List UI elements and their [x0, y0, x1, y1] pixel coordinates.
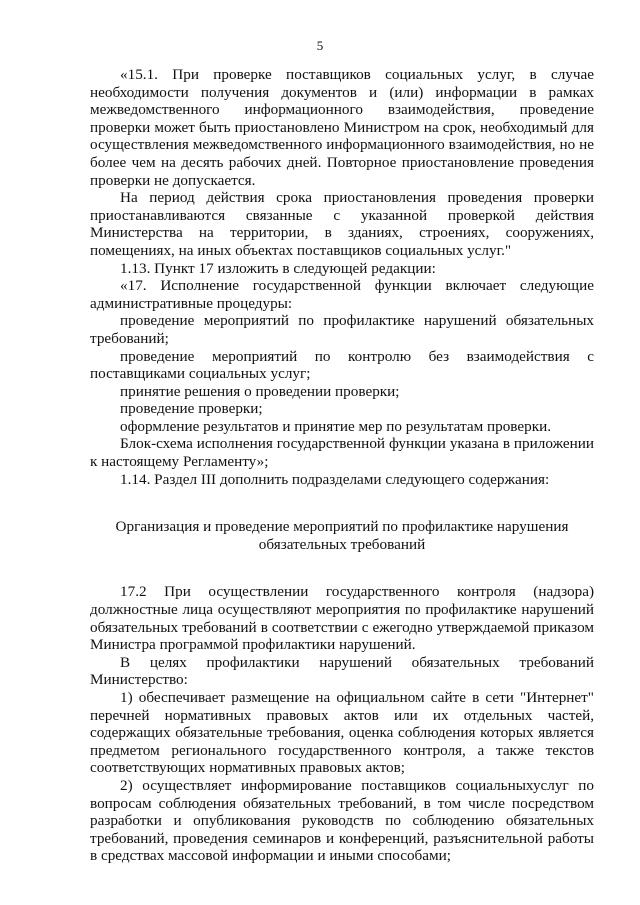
section-heading: Организация и проведение мероприятий по профилактике нарушения обязательных требований [115, 518, 569, 553]
paragraph-17-2: 17.2 При осуществлении государственного контроля (надзора) должностные лица осуществляют мероприятия по профилактике нарушений обязательных требований в соответствии с ежегодно утверждаемой приказом Министра программой профилактики нарушений. [90, 583, 594, 654]
paragraph-prevention-intro: В целях профилактики нарушений обязательных требований Министерство: [90, 653, 594, 689]
procedure-item: принятие решения о проведении проверки; [120, 382, 400, 400]
paragraph-flowchart: Блок-схема исполнения государственной функции указана в приложении к настоящему Регламенту»; [90, 435, 594, 471]
page-number: 5 [316, 38, 324, 53]
procedure-item: проведение мероприятий по профилактике нарушений обязательных требований; [90, 312, 594, 347]
paragraph-1-14: 1.14. Раздел III дополнить подразделами следующего содержания: [120, 470, 550, 488]
paragraph-suspension: На период действия срока приостановления проведения проверки приостанавливаются связанные с указанной проверкой действия Министерства на территории, в зданиях, строениях, сооружениях, помещениях, на иных объектах поставщиков социальных услуг." [90, 189, 594, 259]
list-item: 2) осуществляет информирование поставщиков социальныхуслуг по вопросам соблюдения обязательных требований, в том числе посредством разработки и опубликования руководств по соблюдению обязательных требований, проведения семинаров и конференций, разъяснительной работы в средствах массовой информации и иными способами; [90, 776, 594, 865]
document-body [90, 66, 594, 865]
procedure-item: оформление результатов и принятие мер по результатам проверки. [120, 417, 552, 435]
list-item: 1) обеспечивает размещение на официальном сайте в сети "Интернет" перечней нормативных правовых актов или их отдельных частей, содержащих обязательные требования, оценка соблюдения которых является предметом регионального государственного контроля, а также текстов соответствующих нормативных правовых актов; [90, 689, 594, 777]
procedure-item: проведение проверки; [120, 400, 263, 418]
paragraph-1-13: 1.13. Пункт 17 изложить в следующей редакции: [120, 259, 436, 277]
paragraph-15-1: «15.1. При проверке поставщиков социальных услуг, в случае необходимости получения документов и (или) информации в рамках межведомственного информационного взаимодействия, проведение проверки может быть приостановлено Министром на срок, необходимый для осуществления межведомственного информационного взаимодействия, но не более чем на десять рабочих дней. Повторное приостановление проведения проверки не допускается. [90, 66, 594, 189]
paragraph-17: «17. Исполнение государственной функции включает следующие административные процедуры: [90, 277, 594, 312]
procedure-item: проведение мероприятий по контролю без взаимодействия с поставщиками социальных услуг; [90, 347, 594, 383]
